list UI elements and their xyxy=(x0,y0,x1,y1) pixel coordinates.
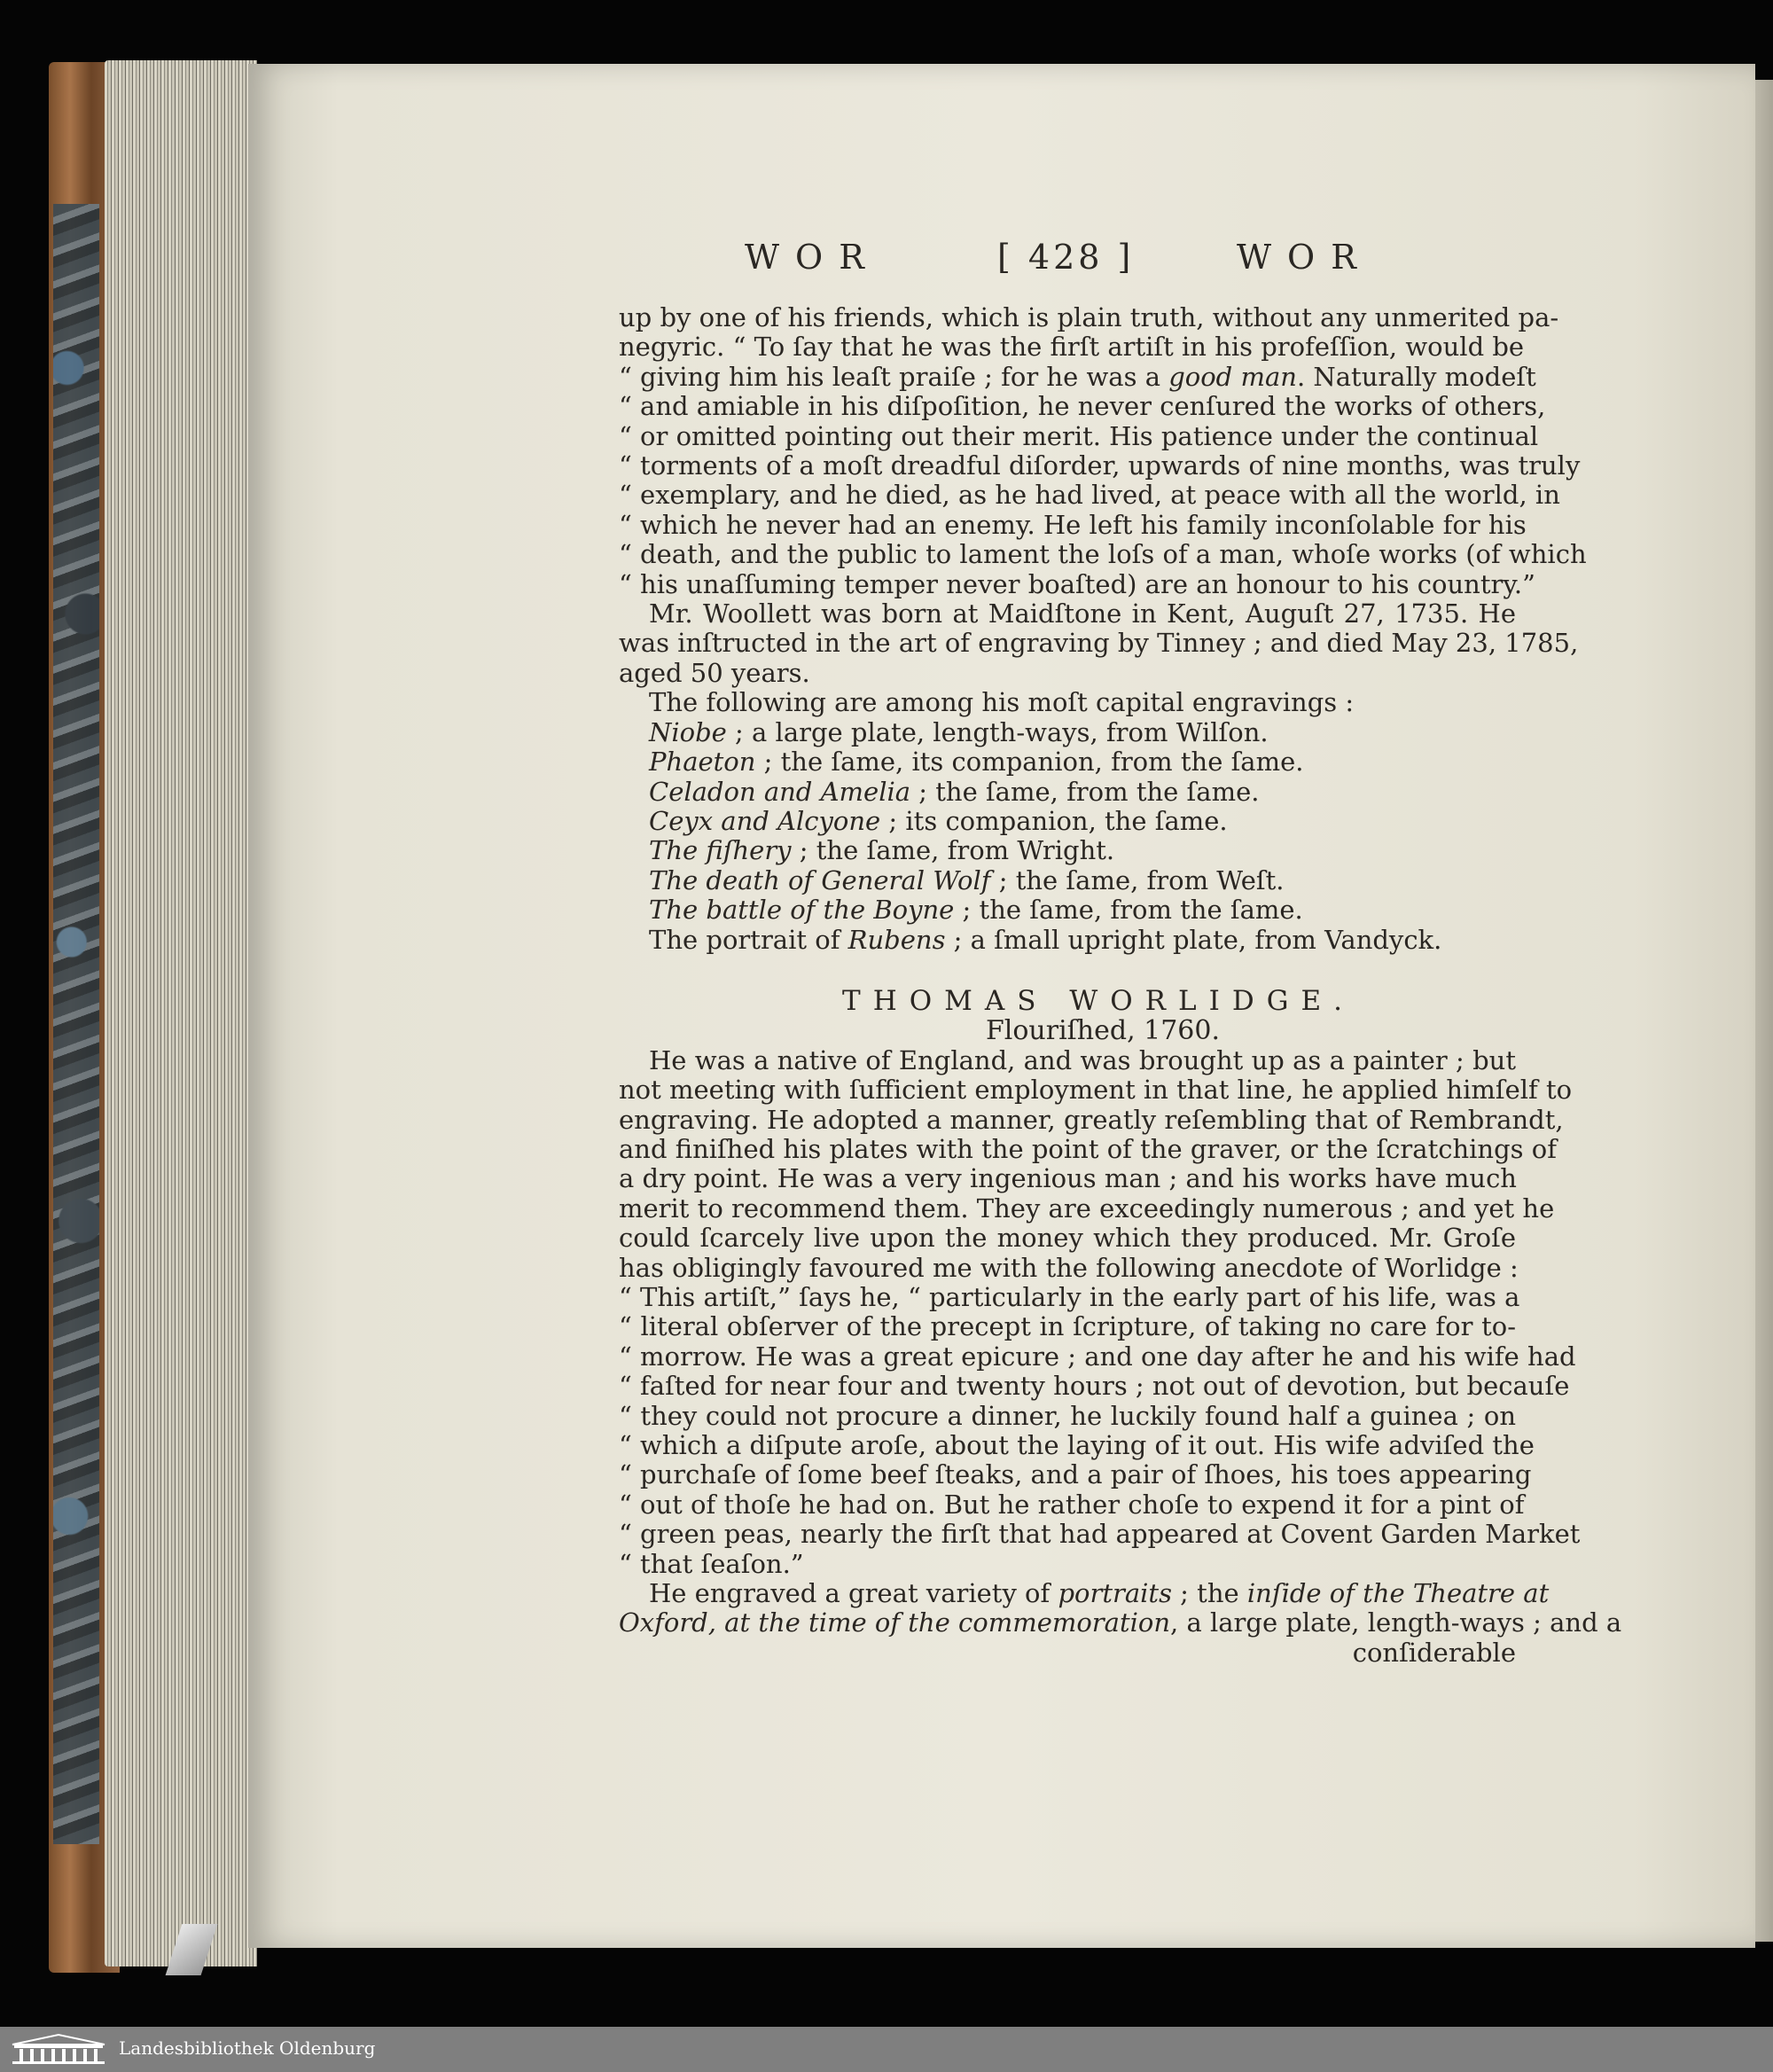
text-line: has obligingly favoured me with the following anecdote of Worlidge : xyxy=(619,1252,1519,1283)
text-line: “ and amiable in his diſpoſition, he never cenſured the works of others, xyxy=(619,391,1546,422)
entry-subheading: Flouriſhed, 1760. xyxy=(985,1015,1221,1047)
text-line: He engraved a great variety of portraits ; the inſide of the Theatre at xyxy=(649,1578,1550,1609)
text-line: up by one of his friends, which is plain truth, without any unmerited pa- xyxy=(619,302,1559,332)
list-item: Ceyx and Alcyone ; its companion, the ſame. xyxy=(649,805,1228,836)
list-intro: The following are among his moſt capital engravings : xyxy=(649,687,1355,718)
text-line: and finiſhed his plates with the point of the graver, or the ſcratchings of xyxy=(619,1133,1557,1164)
text-line: “ or omitted pointing out their merit. His patience under the continual xyxy=(619,420,1539,451)
text-line: was inſtructed in the art of engraving by Tinney ; and died May 23, 1785, xyxy=(619,628,1579,659)
list-item: The portrait of Rubens ; a ſmall upright plate, from Vandyck. xyxy=(649,924,1442,955)
text-line: “ morrow. He was a great epicure ; and one day after he and his wife had xyxy=(619,1341,1576,1372)
list-item: The battle of the Boyne ; the ſame, from the ſame. xyxy=(649,895,1303,926)
text-line: “ they could not procure a dinner, he luckily found half a guinea ; on xyxy=(619,1400,1516,1431)
page-stack xyxy=(105,60,257,1966)
page-number: [ 428 ] xyxy=(997,238,1135,277)
text-line: “ torments of a moſt dreadful diſorder, upwards of nine months, was truly xyxy=(619,450,1581,481)
text-line: Oxford, at the time of the commemoration, a large plate, length-ways ; and a xyxy=(619,1607,1622,1638)
text-line: negyric. “ To ſay that he was the firſt artiſt in his profeſſion, would be xyxy=(619,332,1525,363)
text-line: engraving. He adopted a manner, greatly reſembling that of Rembrandt, xyxy=(619,1104,1564,1135)
text-line: “ his unaſſuming temper never boaſted) are an honour to his country.” xyxy=(619,568,1535,599)
entry-heading: THOMAS WORLIDGE. xyxy=(842,984,1355,1017)
text-block xyxy=(619,302,1622,1668)
text-line: not meeting with ſufficient employment in that line, he applied himſelf to xyxy=(619,1075,1573,1106)
text-line: “ death, and the public to lament the loſs of a man, whoſe works (of which xyxy=(619,539,1587,570)
running-head-right: WOR xyxy=(1237,238,1372,277)
text-line: “ which he never had an enemy. He left his family inconſolable for his xyxy=(619,509,1527,540)
list-item: Niobe ; a large plate, length-ways, from Wilſon. xyxy=(649,716,1269,747)
running-head-left: WOR xyxy=(745,238,880,277)
list-item: The death of General Wolf ; the ſame, from Weſt. xyxy=(649,864,1285,895)
text-line: “ green peas, nearly the firſt that had appeared at Covent Garden Market xyxy=(619,1519,1581,1550)
library-building-icon xyxy=(9,2032,108,2066)
text-line: “ purchaſe of ſome beef ſteaks, and a pair of ſhoes, his toes appearing xyxy=(619,1459,1532,1490)
marbled-board xyxy=(53,204,99,1844)
text-line: aged 50 years. xyxy=(619,657,810,688)
list-item: Celadon and Amelia ; the ſame, from the ſame. xyxy=(649,776,1260,807)
text-line: “ giving him his leaſt praiſe ; for he was a good man. Naturally modeſt xyxy=(619,361,1536,392)
library-name: Landesbibliothek Oldenburg xyxy=(119,2037,376,2059)
text-line: He was a native of England, and was brought up as a painter ; but xyxy=(649,1044,1516,1075)
catchword: conſiderable xyxy=(1352,1637,1516,1668)
text-line: a dry point. He was a very ingenious man ; and his works have much xyxy=(619,1163,1517,1194)
text-line: “ out of thoſe he had on. But he rather choſe to expend it for a pint of xyxy=(619,1489,1525,1520)
list-item: Phaeton ; the ſame, its companion, from the ſame. xyxy=(649,747,1304,778)
text-line: “ exemplary, and he died, as he had lived, at peace with all the world, in xyxy=(619,480,1560,511)
text-line: Mr. Woollett was born at Maidſtone in Kent, Auguſt 27, 1735. He xyxy=(649,598,1516,629)
list-item: The fiſhery ; the ſame, from Wright. xyxy=(649,835,1115,866)
text-line: “ that ſeaſon.” xyxy=(619,1548,804,1579)
text-line: “ This artiſt,” ſays he, “ particularly in the early part of his life, was a xyxy=(619,1282,1520,1312)
footer-bar xyxy=(0,2027,1773,2072)
text-line: “ faſted for near four and twenty hours ; not out of devotion, but becauſe xyxy=(619,1371,1570,1402)
text-line: merit to recommend them. They are exceedingly numerous ; and yet he xyxy=(619,1192,1555,1224)
text-line: could ſcarcely live upon the money which they produced. Mr. Groſe xyxy=(619,1223,1516,1254)
emphasis: good man xyxy=(1168,361,1297,392)
text-line: “ literal obſerver of the precept in ſcripture, of taking no care for to- xyxy=(619,1311,1516,1342)
running-head xyxy=(745,238,1401,282)
text-line: “ which a diſpute aroſe, about the laying of it out. His wife adviſed the xyxy=(619,1430,1535,1461)
